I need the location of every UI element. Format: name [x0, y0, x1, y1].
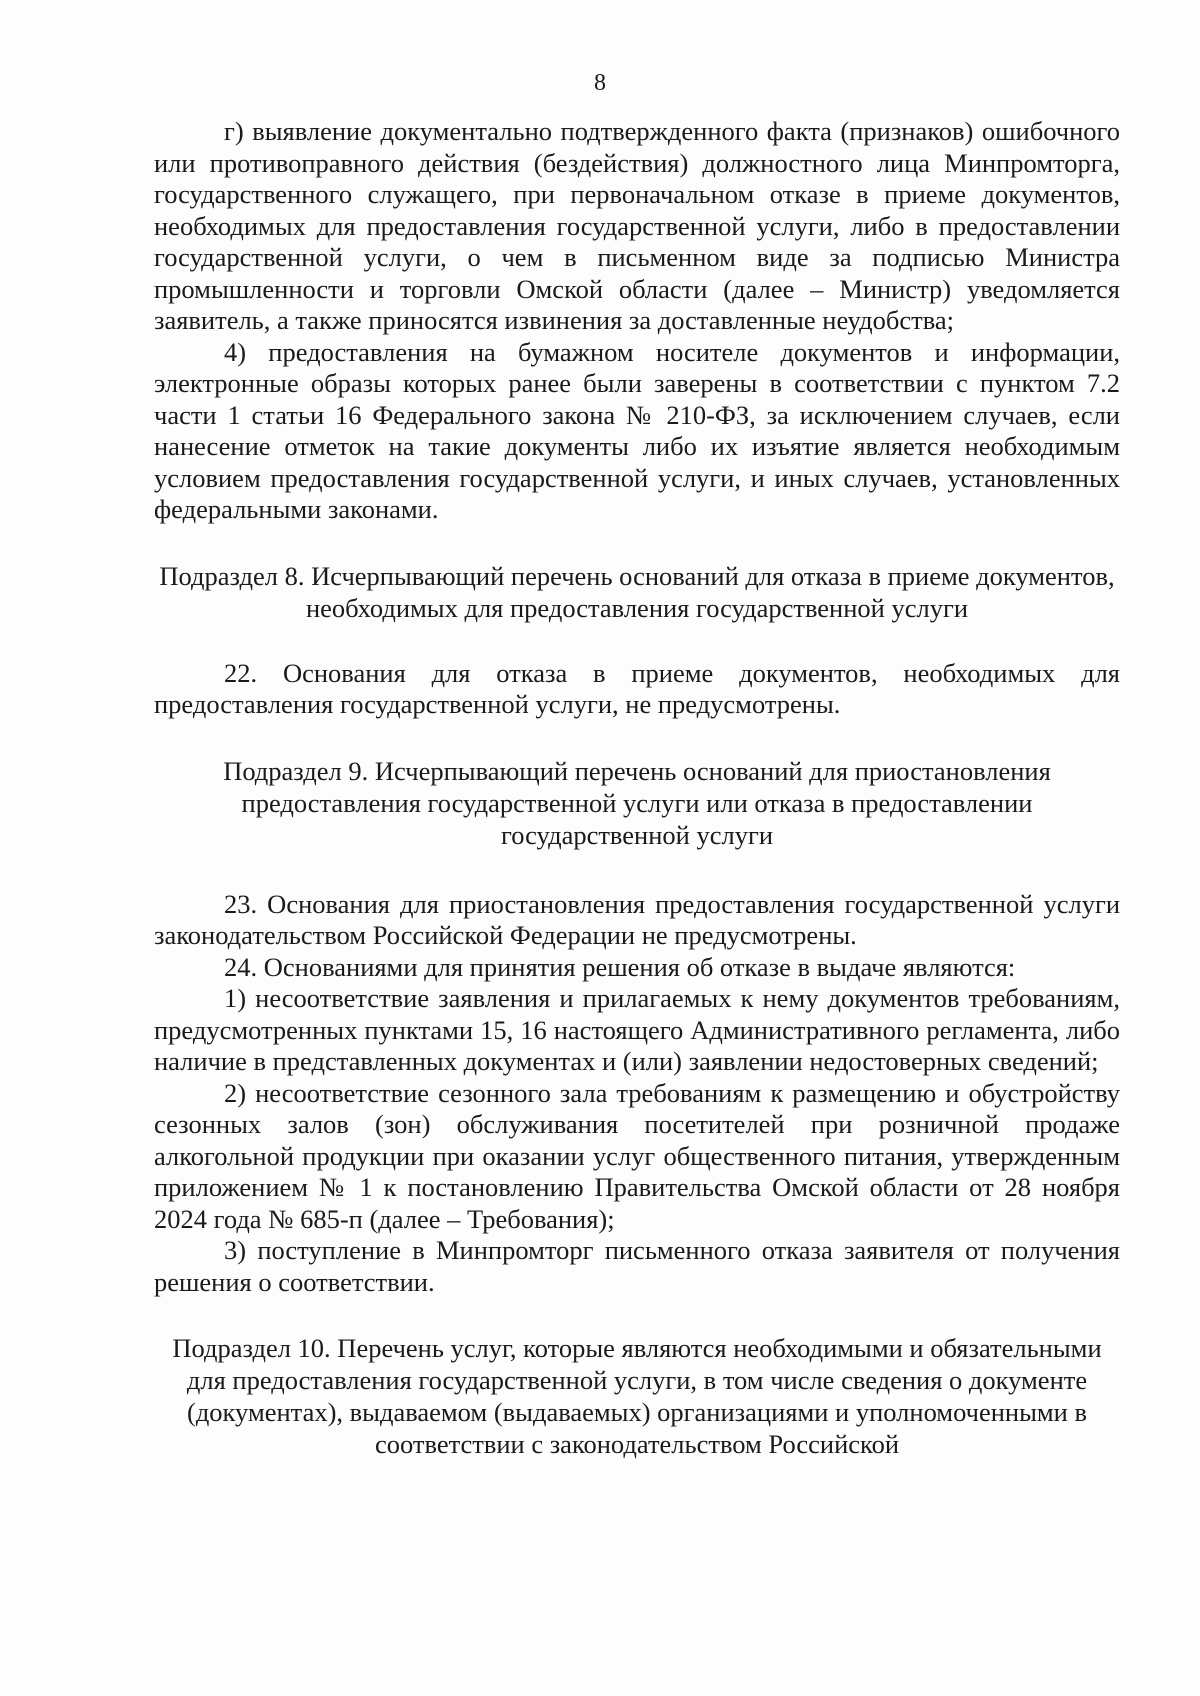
paragraph-22: 22. Основания для отказа в приеме документов, необходимых для предоставления государственной услуги, не предусмотрены. — [154, 657, 1120, 719]
paragraph-g-admission-of-error: г) выявление документально подтвержденного факта (признаков) ошибочного или противоправного действия (бездействия) должностного лица Минпромторга, государственного служащего, при первоначальном отказе в приеме документов, необходимых для предоставления государственной услуги, либо в предоставлении государственной услуги, о чем в письменном виде за подписью Министра промышленности и торговли Омской области (далее – Министр) уведомляется заявитель, а также приносятся извинения за доставленные неудобства; — [154, 116, 1120, 335]
paragraph-24: 24. Основаниями для принятия решения об отказе в выдаче являются: — [224, 951, 1016, 982]
paragraph-24-item-1: 1) несоответствие заявления и прилагаемых к нему документов требованиям, предусмотренных пунктами 15, 16 настоящего Административного регламента, либо наличие в представленных документах и (или) заявлении недостоверных сведений; — [154, 983, 1120, 1076]
subsection-10-heading: Подраздел 10. Перечень услуг, которые являются необходимыми и обязательными для предоставления государственной услуги, в том числе сведения о документе (документах), выдаваемом (выдаваемых) организациями и уполномоченными в соответствии с законодательством Российской — [172, 1333, 1102, 1459]
paragraph-4-paper-documents: 4) предоставления на бумажном носителе документов и информации, электронные образы которых ранее были заверены в соответствии с пунктом 7.2 части 1 статьи 16 Федерального закона № 210-ФЗ, за исключением случаев, если нанесение отметок на такие документы либо их изъятие является необходимым условием предоставления государственной услуги, и иных случаев, установленных федеральными законами. — [154, 336, 1120, 524]
page-number: 8 — [594, 70, 606, 96]
document-body — [154, 116, 1120, 1460]
paragraph-24-item-3: 3) поступление в Минпромторг письменного отказа заявителя от получения решения о соответствии. — [154, 1235, 1120, 1297]
subsection-8-heading: Подраздел 8. Исчерпывающий перечень оснований для отказа в приеме документов, необходимых для предоставления государственной услуги — [159, 560, 1115, 623]
paragraph-23: 23. Основания для приостановления предоставления государственной услуги законодательством Российской Федерации не предусмотрены. — [154, 888, 1120, 950]
subsection-9-heading: Подраздел 9. Исчерпывающий перечень оснований для приостановления предоставления государственной услуги или отказа в предоставлении государственной услуги — [223, 755, 1051, 850]
paragraph-24-item-2: 2) несоответствие сезонного зала требованиям к размещению и обустройству сезонных залов (зон) обслуживания посетителей при розничной продаже алкогольной продукции при оказании услуг общественного питания, утвержденным приложением № 1 к постановлению Правительства Омской области от 28 ноября 2024 года № 685-п (далее – Требования); — [154, 1077, 1120, 1234]
